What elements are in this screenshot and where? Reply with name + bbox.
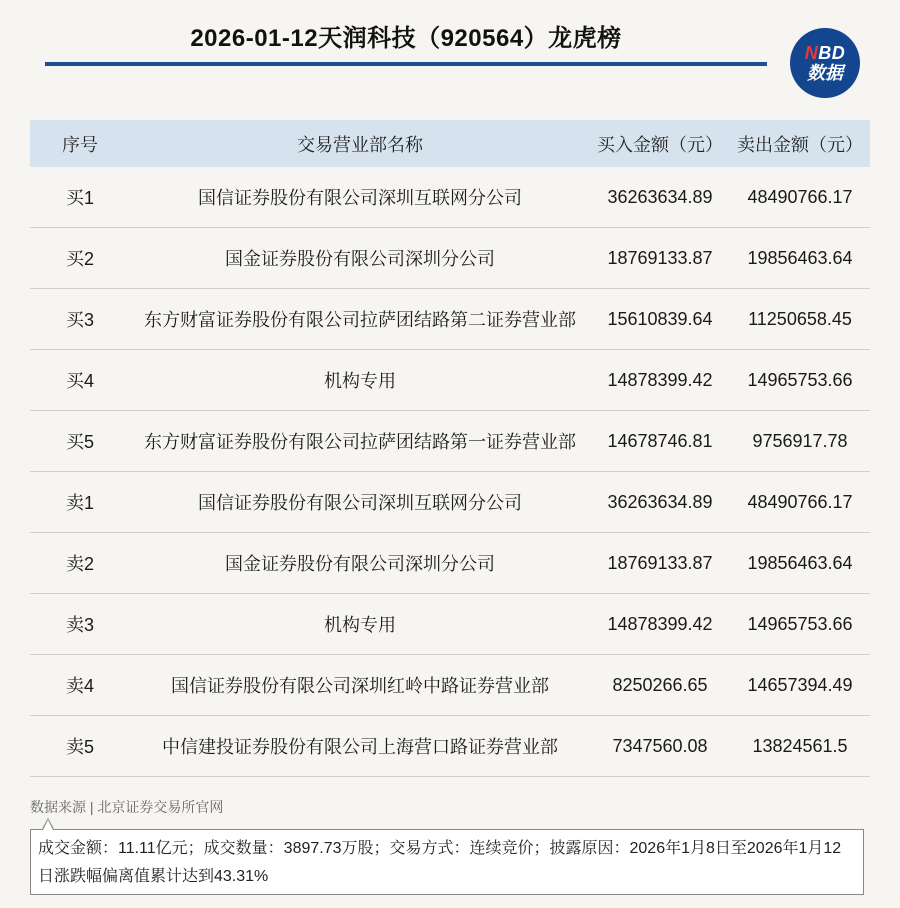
sell-amount: 9756917.78 (752, 430, 848, 451)
nbd-logo (790, 28, 860, 98)
broker-name: 国金证券股份有限公司深圳分公司 (225, 249, 495, 269)
table-row (30, 594, 870, 655)
broker-name: 机构专用 (324, 615, 396, 635)
row-index: 买3 (65, 310, 94, 330)
header-index: 序号 (62, 134, 98, 155)
row-index: 卖2 (65, 554, 94, 574)
table-header (30, 120, 870, 167)
sell-amount: 14965753.66 (747, 613, 853, 634)
buy-amount: 14878399.42 (607, 369, 713, 390)
broker-name: 国金证券股份有限公司深圳分公司 (225, 554, 495, 574)
row-index: 卖1 (65, 493, 94, 513)
broker-name: 国信证券股份有限公司深圳互联网分公司 (198, 188, 522, 208)
buy-amount: 18769133.87 (607, 247, 713, 268)
header-buy-amount: 买入金额（元） (597, 134, 723, 155)
table-row (30, 289, 870, 350)
table-row (30, 533, 870, 594)
buy-amount: 14878399.42 (607, 613, 713, 634)
buy-amount: 14678746.81 (607, 430, 713, 451)
row-index: 买2 (65, 249, 94, 269)
broker-name: 国信证券股份有限公司深圳红岭中路证券营业部 (171, 676, 549, 696)
row-index: 卖5 (65, 737, 94, 757)
buy-amount: 15610839.64 (607, 308, 713, 329)
table-row (30, 350, 870, 411)
table-row (30, 655, 870, 716)
title-underline (45, 62, 767, 66)
broker-name: 东方财富证券股份有限公司拉萨团结路第二证券营业部 (144, 310, 576, 330)
row-index: 买5 (65, 432, 94, 452)
sell-amount: 48490766.17 (747, 186, 853, 207)
header-sell-amount: 卖出金额（元） (737, 134, 863, 155)
sell-amount: 11250658.45 (748, 308, 852, 329)
buy-amount: 18769133.87 (607, 552, 713, 573)
buy-amount: 36263634.89 (607, 491, 713, 512)
table-row (30, 472, 870, 533)
row-index: 卖4 (65, 676, 94, 696)
note-pointer-fill (43, 820, 53, 830)
table-row (30, 716, 870, 777)
broker-name: 东方财富证券股份有限公司拉萨团结路第一证券营业部 (144, 432, 576, 452)
buy-amount: 36263634.89 (607, 186, 713, 207)
logo-subtitle: 数据 (807, 63, 843, 83)
sell-amount: 19856463.64 (747, 552, 853, 573)
broker-name: 国信证券股份有限公司深圳互联网分公司 (198, 493, 522, 513)
table-row (30, 228, 870, 289)
broker-name: 中信建投证券股份有限公司上海营口路证券营业部 (162, 737, 558, 757)
sell-amount: 19856463.64 (747, 247, 853, 268)
row-index: 买4 (65, 371, 94, 391)
data-source: 数据来源 | 北京证券交易所官网 (30, 799, 224, 815)
sell-amount: 14657394.49 (747, 674, 853, 695)
page-title: 2026-01-12天润科技（920564）龙虎榜 (190, 25, 622, 52)
broker-name: 机构专用 (324, 371, 396, 391)
dragon-tiger-table (30, 120, 870, 777)
table-row (30, 167, 870, 228)
sell-amount: 14965753.66 (747, 369, 853, 390)
sell-amount: 48490766.17 (747, 491, 853, 512)
trade-summary-note: 成交金额：11.11亿元；成交数量：3897.73万股；交易方式：连续竞价；披露原因：2026年1月8日至2026年1月12日涨跌幅偏离值累计达到43.31% (30, 829, 864, 895)
buy-amount: 7347560.08 (612, 735, 708, 756)
buy-amount: 8250266.65 (612, 674, 708, 695)
header-broker: 交易营业部名称 (297, 134, 423, 155)
row-index: 买1 (65, 188, 94, 208)
logo-wordmark: NBD (804, 43, 846, 63)
sell-amount: 13824561.5 (752, 735, 848, 756)
row-index: 卖3 (65, 615, 94, 635)
table-body (30, 167, 870, 777)
table-row (30, 411, 870, 472)
